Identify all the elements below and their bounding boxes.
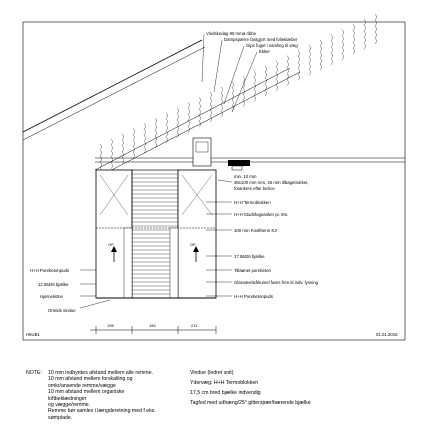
label-gipsfuge: Gips fuget i samling til væg	[246, 43, 298, 48]
wall-section	[96, 170, 216, 298]
label-bjaelke-right: 17.5M26 bjælke	[234, 254, 265, 259]
insulation-stroke	[166, 113, 168, 143]
op-label-right: OP	[190, 242, 196, 247]
label-tilloenet: Tilläønet porebeton	[234, 268, 271, 273]
dimension-2: 150	[149, 323, 156, 328]
spec-line: Tagfod med udhæng/25° gitterspær/bærende bjælke	[190, 400, 311, 406]
label-min10: min. 10 mm	[234, 174, 257, 179]
insulation-stroke	[309, 45, 311, 75]
label-porebetonpuds-left: H+H Porebetonpuds	[30, 268, 70, 273]
notes-heading: NOTE:	[26, 370, 42, 376]
label-glasvaev: Glasvæv/stålrumel føres fren til indv. lysning	[234, 280, 318, 285]
dimension-line	[90, 323, 216, 334]
spec-line: Vindue (lodret snit)	[190, 370, 234, 376]
insulation-stroke	[243, 76, 245, 106]
op-label-left: OP	[108, 242, 114, 247]
note-line: 10 mm afstand mellem forskalling og	[48, 376, 133, 383]
insulation-stroke	[298, 50, 300, 80]
spec-line: Ydervæg: H+H Termoblokken	[190, 380, 259, 386]
insulation-stroke	[199, 97, 201, 127]
label-omrids: Omrids vindue	[48, 308, 76, 313]
notes-lines	[48, 370, 188, 421]
note-line: Remme bør samles i længderetning med f.eks.	[48, 408, 156, 415]
insulation-stroke	[221, 87, 223, 117]
insulation-stroke	[210, 92, 212, 122]
label-ekker: Ekker	[259, 49, 270, 54]
drawing-date: 01.01.2015	[376, 332, 398, 337]
insulation-stroke	[375, 14, 377, 44]
insulation-stroke	[100, 144, 102, 174]
note-line: sømplade.	[48, 414, 73, 421]
insulation-stroke	[287, 56, 289, 86]
insulation-stroke	[342, 30, 344, 60]
label-vindskede: Vindskedag 90 mmø ribbe	[206, 31, 257, 36]
rafter-node	[193, 138, 250, 170]
label-bjaelke-left: 12.5M26 bjælke	[38, 282, 69, 287]
dimension-1: 195	[107, 323, 114, 328]
insulation-stroke	[364, 19, 366, 49]
insulation-stroke	[353, 24, 355, 54]
insulation-stroke	[133, 128, 135, 158]
label-forankres: forankres efter behov	[234, 186, 275, 191]
label-termoblokken: H+H Termoblokken	[234, 200, 271, 205]
insulation-stroke	[111, 139, 113, 169]
drawing-id: H6UB1	[26, 332, 40, 337]
label-dampspaerre: Dampspærre fastgjort med folieklæber	[224, 37, 298, 42]
note-line: loftbeklædninger	[48, 395, 87, 402]
notes-area	[26, 370, 406, 426]
notes-right	[190, 370, 400, 410]
insulation-stroke	[331, 35, 333, 65]
insulation-stroke	[320, 40, 322, 70]
label-studsfuge: H+H Studsfugeanker pr. 8m.	[234, 212, 289, 217]
note-line: 10 mm afstand mellem organiske	[48, 389, 125, 396]
note-line: og vægge/remme.	[48, 402, 91, 409]
note-line: omkr/ansende remme/vægge	[48, 382, 116, 389]
label-remme: 38x100 mm rem, 25 mm tilbagetrukket,	[234, 180, 309, 185]
label-hjornelist: Hjørnelistne	[40, 294, 63, 299]
insulation-stroke	[188, 102, 190, 132]
spec-line: 17,5 cm bred bjælke indvendig	[190, 390, 261, 396]
label-porebetonpuds-right: H+H Porebetonpuds	[234, 294, 274, 299]
insulation-stroke	[155, 118, 157, 148]
dimension-3: 211	[191, 323, 198, 328]
insulation-stroke	[276, 61, 278, 91]
insulation-stroke	[122, 134, 124, 164]
roof-structure	[23, 14, 405, 175]
insulation-stroke	[144, 123, 146, 153]
insulation-stroke	[177, 108, 179, 138]
label-kooltherm: 100 mm Kooltherm K3	[234, 228, 277, 233]
note-line: 10 mm indbyrdes afstand mellem alle remme.	[48, 370, 153, 376]
